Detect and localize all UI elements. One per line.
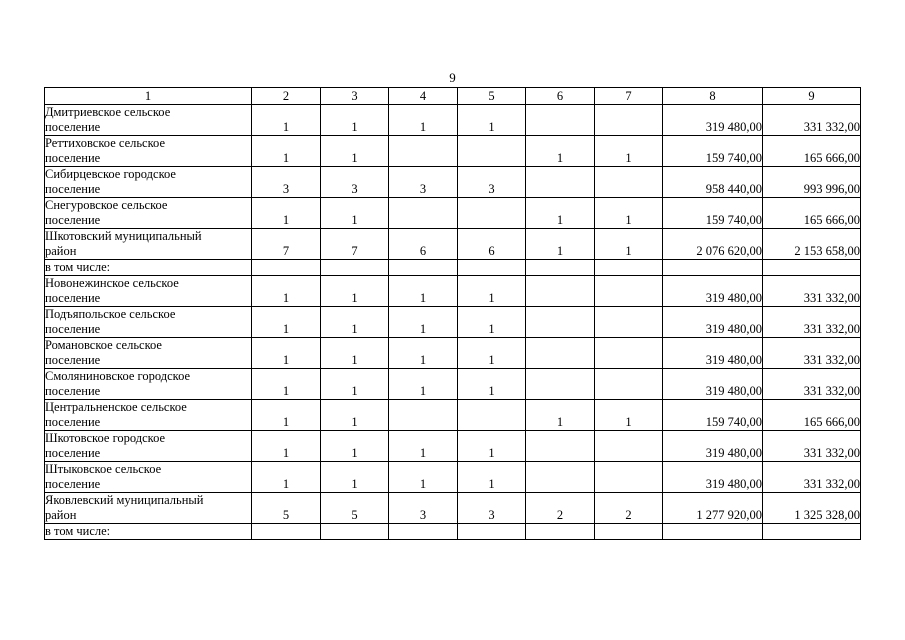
municipality-name	[45, 493, 252, 524]
count-cell	[595, 369, 663, 400]
count-cell: 1	[321, 105, 389, 136]
header-cell: 3	[321, 88, 389, 105]
name-line: район	[45, 508, 77, 522]
name-line: поселение	[45, 446, 101, 460]
count-cell	[526, 338, 595, 369]
municipality-name	[45, 462, 252, 493]
header-cell: 2	[252, 88, 321, 105]
count-cell	[458, 400, 526, 431]
count-cell	[389, 198, 458, 229]
table-row	[45, 431, 861, 462]
count-cell: 6	[389, 229, 458, 260]
name-line: поселение	[45, 415, 101, 429]
amount-cell: 319 480,00	[663, 338, 763, 369]
name-line: в том числе:	[45, 260, 111, 274]
count-cell: 1	[526, 136, 595, 167]
amount-cell: 159 740,00	[663, 198, 763, 229]
municipality-name	[45, 136, 252, 167]
count-cell: 1	[321, 400, 389, 431]
amount-cell: 2 076 620,00	[663, 229, 763, 260]
table-row	[45, 229, 861, 260]
count-cell: 1	[526, 198, 595, 229]
count-cell	[526, 431, 595, 462]
amount-cell: 319 480,00	[663, 307, 763, 338]
count-cell	[526, 462, 595, 493]
count-cell: 6	[458, 229, 526, 260]
amount-cell: 331 332,00	[763, 431, 861, 462]
amount-cell: 331 332,00	[763, 276, 861, 307]
amount-cell: 319 480,00	[663, 369, 763, 400]
count-cell: 1	[321, 369, 389, 400]
amount-cell: 319 480,00	[663, 105, 763, 136]
count-cell	[526, 276, 595, 307]
header-cell: 5	[458, 88, 526, 105]
table-row	[45, 136, 861, 167]
count-cell: 1	[389, 276, 458, 307]
table-body	[45, 105, 861, 540]
data-table	[44, 87, 861, 540]
count-cell	[321, 524, 389, 540]
name-line: поселение	[45, 182, 101, 196]
count-cell: 1	[458, 338, 526, 369]
amount-cell: 2 153 658,00	[763, 229, 861, 260]
count-cell: 1	[458, 105, 526, 136]
name-line: Подъяпольское сельское	[45, 307, 176, 321]
count-cell: 1	[389, 307, 458, 338]
count-cell	[595, 167, 663, 198]
amount-cell: 1 325 328,00	[763, 493, 861, 524]
count-cell: 7	[321, 229, 389, 260]
count-cell: 3	[389, 167, 458, 198]
table-row	[45, 198, 861, 229]
count-cell: 1	[595, 136, 663, 167]
name-line: Яковлевский муниципальный	[45, 493, 204, 507]
amount-cell: 331 332,00	[763, 462, 861, 493]
amount-cell	[763, 524, 861, 540]
count-cell: 3	[252, 167, 321, 198]
count-cell: 1	[252, 400, 321, 431]
count-cell: 1	[321, 307, 389, 338]
count-cell	[526, 524, 595, 540]
table-row	[45, 307, 861, 338]
name-line: поселение	[45, 322, 101, 336]
count-cell: 1	[389, 338, 458, 369]
name-line: район	[45, 244, 77, 258]
amount-cell: 319 480,00	[663, 462, 763, 493]
municipality-name	[45, 105, 252, 136]
count-cell	[595, 307, 663, 338]
header-cell: 1	[45, 88, 252, 105]
count-cell: 1	[458, 431, 526, 462]
count-cell	[389, 400, 458, 431]
table-row	[45, 167, 861, 198]
count-cell	[321, 260, 389, 276]
count-cell: 1	[252, 369, 321, 400]
name-line: поселение	[45, 384, 101, 398]
count-cell: 1	[252, 276, 321, 307]
table-row	[45, 338, 861, 369]
count-cell: 2	[595, 493, 663, 524]
count-cell: 1	[252, 462, 321, 493]
count-cell: 1	[595, 229, 663, 260]
name-line: Дмитриевское сельское	[45, 105, 171, 119]
table-row	[45, 105, 861, 136]
count-cell: 1	[389, 431, 458, 462]
amount-cell: 1 277 920,00	[663, 493, 763, 524]
name-line: поселение	[45, 353, 101, 367]
municipality-name	[45, 260, 252, 276]
count-cell	[595, 276, 663, 307]
count-cell	[526, 167, 595, 198]
count-cell: 1	[321, 462, 389, 493]
municipality-name	[45, 167, 252, 198]
amount-cell: 993 996,00	[763, 167, 861, 198]
amount-cell: 319 480,00	[663, 431, 763, 462]
count-cell: 1	[389, 369, 458, 400]
count-cell: 1	[458, 369, 526, 400]
table-subheading-row	[45, 524, 861, 540]
amount-cell: 331 332,00	[763, 307, 861, 338]
count-cell: 1	[389, 462, 458, 493]
count-cell: 3	[389, 493, 458, 524]
amount-cell: 159 740,00	[663, 400, 763, 431]
header-cell: 8	[663, 88, 763, 105]
municipality-name	[45, 400, 252, 431]
header-cell: 7	[595, 88, 663, 105]
name-line: поселение	[45, 291, 101, 305]
count-cell	[458, 260, 526, 276]
municipality-name	[45, 229, 252, 260]
count-cell: 1	[252, 136, 321, 167]
count-cell: 1	[458, 462, 526, 493]
count-cell	[595, 462, 663, 493]
count-cell: 1	[321, 338, 389, 369]
amount-cell	[763, 260, 861, 276]
amount-cell: 165 666,00	[763, 136, 861, 167]
count-cell	[252, 524, 321, 540]
count-cell	[595, 524, 663, 540]
count-cell	[389, 524, 458, 540]
header-cell: 6	[526, 88, 595, 105]
municipality-name	[45, 198, 252, 229]
count-cell: 3	[458, 493, 526, 524]
name-line: Шкотовское городское	[45, 431, 166, 445]
header-cell: 4	[389, 88, 458, 105]
name-line: поселение	[45, 213, 101, 227]
count-cell: 1	[321, 136, 389, 167]
count-cell	[389, 136, 458, 167]
count-cell: 5	[252, 493, 321, 524]
count-cell: 5	[321, 493, 389, 524]
count-cell: 1	[321, 198, 389, 229]
count-cell: 1	[389, 105, 458, 136]
amount-cell: 165 666,00	[763, 400, 861, 431]
amount-cell: 159 740,00	[663, 136, 763, 167]
count-cell	[458, 136, 526, 167]
amount-cell	[663, 260, 763, 276]
count-cell	[458, 198, 526, 229]
table-row	[45, 369, 861, 400]
count-cell: 1	[526, 229, 595, 260]
name-line: Смоляниновское городское	[45, 369, 191, 383]
table-row	[45, 493, 861, 524]
amount-cell	[663, 524, 763, 540]
name-line: Реттиховское сельское	[45, 136, 165, 150]
count-cell	[595, 105, 663, 136]
municipality-name	[45, 369, 252, 400]
name-line: поселение	[45, 477, 101, 491]
count-cell: 3	[321, 167, 389, 198]
amount-cell: 319 480,00	[663, 276, 763, 307]
count-cell: 1	[321, 276, 389, 307]
amount-cell: 331 332,00	[763, 105, 861, 136]
table-row	[45, 400, 861, 431]
count-cell: 3	[458, 167, 526, 198]
amount-cell: 331 332,00	[763, 338, 861, 369]
municipality-name	[45, 307, 252, 338]
count-cell: 1	[252, 338, 321, 369]
name-line: поселение	[45, 151, 101, 165]
count-cell	[526, 105, 595, 136]
count-cell	[595, 338, 663, 369]
count-cell: 1	[458, 276, 526, 307]
count-cell	[526, 369, 595, 400]
municipality-name	[45, 524, 252, 540]
count-cell	[526, 307, 595, 338]
count-cell	[458, 524, 526, 540]
header-row	[45, 88, 861, 105]
name-line: в том числе:	[45, 524, 111, 538]
count-cell: 1	[595, 198, 663, 229]
count-cell: 7	[252, 229, 321, 260]
amount-cell: 958 440,00	[663, 167, 763, 198]
municipality-name	[45, 431, 252, 462]
count-cell	[595, 431, 663, 462]
municipality-name	[45, 276, 252, 307]
table-subheading-row	[45, 260, 861, 276]
amount-cell: 165 666,00	[763, 198, 861, 229]
count-cell: 1	[252, 198, 321, 229]
page-number: 9	[449, 70, 456, 85]
name-line: Сибирцевское городское	[45, 167, 176, 181]
municipality-name	[45, 338, 252, 369]
name-line: Штыковское сельское	[45, 462, 162, 476]
count-cell	[526, 260, 595, 276]
count-cell: 1	[595, 400, 663, 431]
name-line: Центральненское сельское	[45, 400, 187, 414]
count-cell: 1	[321, 431, 389, 462]
table-row	[45, 462, 861, 493]
count-cell: 1	[526, 400, 595, 431]
name-line: Снегуровское сельское	[45, 198, 168, 212]
count-cell: 1	[252, 431, 321, 462]
count-cell: 1	[458, 307, 526, 338]
amount-cell: 331 332,00	[763, 369, 861, 400]
table-row	[45, 276, 861, 307]
count-cell	[595, 260, 663, 276]
header-cell: 9	[763, 88, 861, 105]
name-line: Шкотовский муниципальный	[45, 229, 202, 243]
count-cell	[389, 260, 458, 276]
name-line: Новонежинское сельское	[45, 276, 179, 290]
count-cell: 1	[252, 105, 321, 136]
count-cell: 2	[526, 493, 595, 524]
name-line: Романовское сельское	[45, 338, 162, 352]
name-line: поселение	[45, 120, 101, 134]
count-cell: 1	[252, 307, 321, 338]
count-cell	[252, 260, 321, 276]
